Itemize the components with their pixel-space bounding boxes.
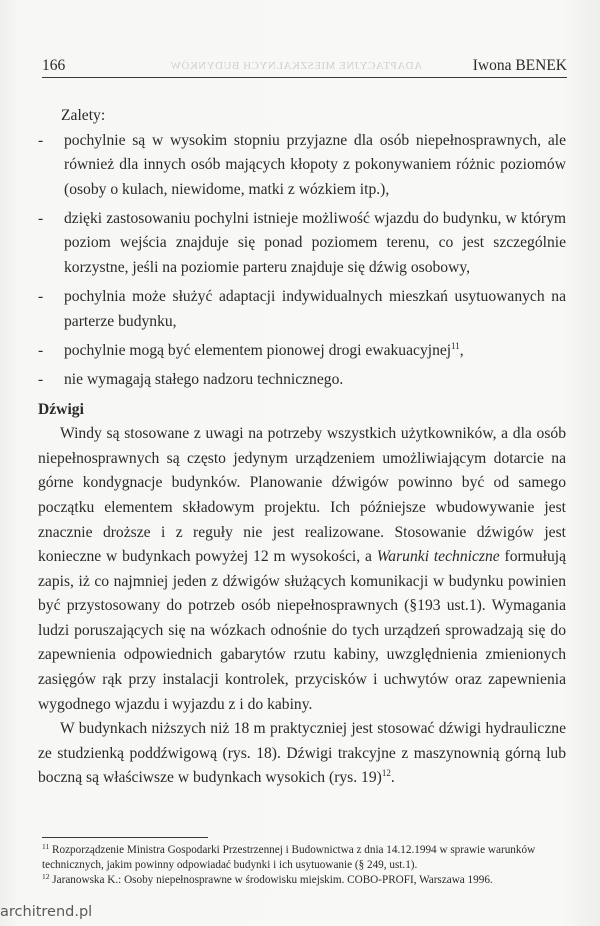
page-number: 166 <box>42 57 66 74</box>
paragraph-text: Windy są stosowane z uwagi na potrzeby wszystkich użytkowników, a dla osób niepełnosprawnych są często jedynym urządzeniem umożliwiającym dotarcie na górne kondygnacje budynków. Planowanie dźwigów powinno być od samego początku elementem składowym projektu. Ich późniejsze wbudowywanie jest znacznie droższe i z reguły nie jest realizowane. Stosowanie dźwigów jest konieczne w budynkach powyżej 12 m wysokości, a <box>38 425 566 566</box>
footnote <box>42 873 562 888</box>
list-item <box>38 129 566 203</box>
footnote-number: 11 <box>42 842 50 851</box>
list-item-text: pochylnie są w wysokim stopniu przyjazne dla osób niepełnosprawnych, ale również dla innych osób mających kłopoty z pokonywaniem różnic poziomów (osoby o kulach, niewidome, matki z wózkiem itp.), <box>64 131 566 198</box>
advantages-label: Zalety: <box>61 107 106 124</box>
bullet-dash: - <box>38 288 44 306</box>
paragraph-text: formułują zapis, iż co najmniej jeden z dźwigów służących komunikacji w budynku powinien być przystosowany do potrzeb osób niepełnosprawnych (§193 ust.1). Wymagania ludzi poruszających się na wózkach odnośnie do tych urządzeń sprowadzają się do zapewnienia odpowiednich gabarytów rzutu kabiny, uwzględnienia zmienionych zasięgów rąk przy instalacji kontrolek, przycisków i uchwytów oraz zapewnienia wygodnego wjazdu i wyjazdu z i do kabiny. <box>38 548 566 713</box>
footnote-text: Rozporządzenie Ministra Gospodarki Przestrzennej i Budownictwa z dnia 14.12.1994 w sprawie warunków technicznych, jakim powinny odpowiadać budynki i ich usytuowanie (§ 249, ust.1). <box>42 844 536 871</box>
list-item <box>38 285 566 334</box>
footnote-text: Jaranowska K.: Osoby niepełnosprawne w środowisku miejskim. COBO-PROFI, Warszawa 1996. <box>52 874 493 886</box>
footnote <box>42 843 562 873</box>
section-heading: Dźwigi <box>38 400 84 418</box>
bleed-through-header: ADAPTACYJNE MIESZKALNYCH BUDYNKÓW <box>170 60 423 72</box>
italic-title: Warunki techniczne <box>376 548 500 566</box>
list-item-text: nie wymagają stałego nadzoru technicznego. <box>64 370 344 388</box>
header-author: Iwona BENEK <box>472 57 567 74</box>
list-item-text: dzięki zastosowaniu pochylni istnieje możliwość wjazdu do budynku, w którym poziom wejścia znajduje się ponad poziomem terenu, co jest szczególnie korzystne, jeśli na poziomie parteru znajduje się dźwig osobowy, <box>64 209 566 277</box>
punctuation: , <box>459 341 464 359</box>
footnote-separator <box>42 837 208 838</box>
footnote-number: 12 <box>42 872 50 881</box>
bullet-dash: - <box>38 341 44 359</box>
advantages-list <box>38 129 566 393</box>
list-item <box>38 207 566 281</box>
bullet-dash: - <box>38 131 44 149</box>
footnotes <box>42 843 562 888</box>
footnote-ref[interactable]: 11 <box>451 340 460 351</box>
bullet-dash: - <box>38 370 44 388</box>
list-item-text: pochylnie mogą być elementem pionowej drogi ewakuacyjnej <box>64 341 452 359</box>
paragraph <box>38 422 566 717</box>
list-item-text: pochylnia może służyć adaptacji indywidualnych mieszkań usytuowanych na parterze budynku, <box>64 288 566 330</box>
body-text <box>38 104 566 791</box>
paragraph <box>38 717 566 791</box>
site-watermark: architrend.pl <box>0 904 93 920</box>
paragraph-text: W budynkach niższych niż 18 m praktyczniej jest stosować dźwigi hydrauliczne ze studzienką poddźwigową (rys. 18). Dźwigi trakcyjne z maszynownią górną lub boczną są właściwsze w budynkach wysokich (rys. 19) <box>38 720 566 787</box>
footnote-ref[interactable]: 12 <box>381 768 391 779</box>
list-item <box>38 339 566 364</box>
list-item <box>38 368 566 393</box>
bullet-dash: - <box>38 209 44 227</box>
running-header <box>42 57 567 78</box>
punctuation: . <box>390 769 395 787</box>
